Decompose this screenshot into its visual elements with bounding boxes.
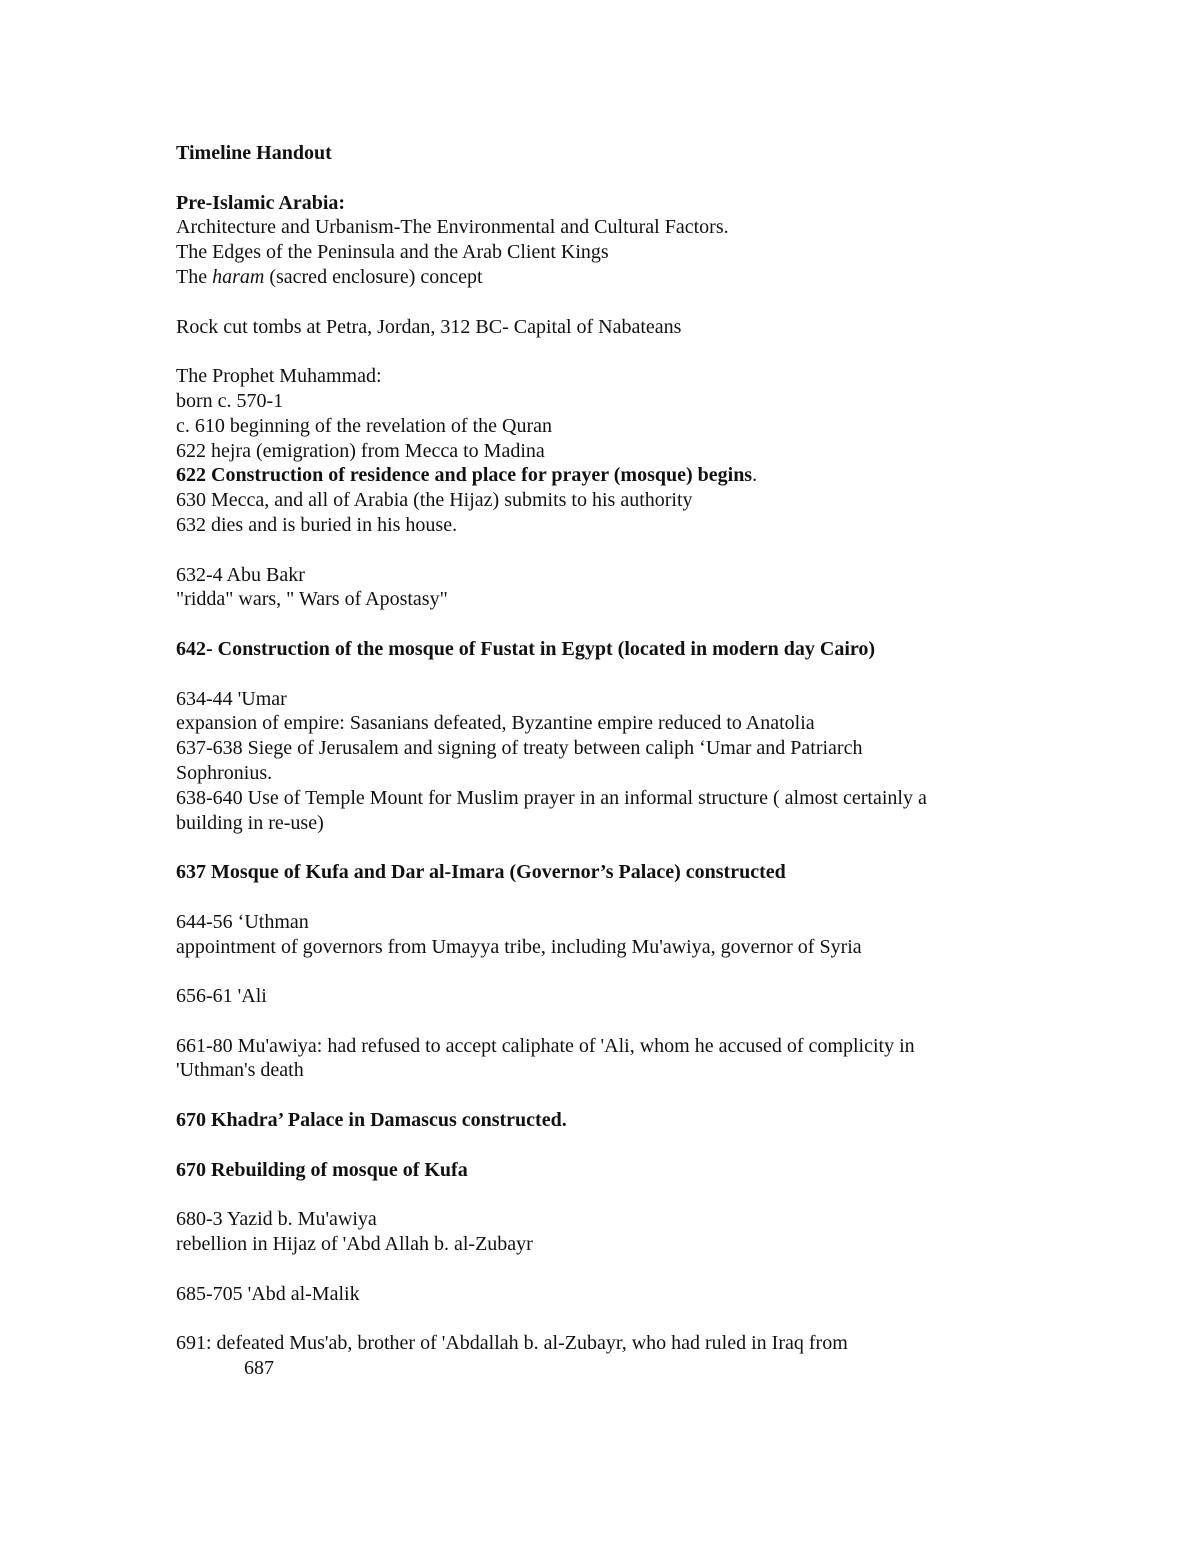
ali-entry: 656-61 'Ali xyxy=(176,985,267,1008)
uthman-entry: 644-56 ‘Uthman xyxy=(176,910,309,933)
spacer xyxy=(176,1182,1016,1207)
umar-sophronius: Sophronius. xyxy=(176,761,273,784)
spacer xyxy=(176,290,1016,315)
muawiya-entry-cont: 'Uthman's death xyxy=(176,1059,304,1082)
spacer xyxy=(176,1133,1016,1158)
musab-entry-cont: 687 xyxy=(244,1357,274,1380)
spacer xyxy=(176,339,1016,364)
pre-islamic-line-1: Architecture and Urbanism-The Environmental and Cultural Factors. xyxy=(176,216,729,239)
khadra-entry: 670 Khadra’ Palace in Damascus constructed. xyxy=(176,1109,567,1132)
prophet-item-mecca: 630 Mecca, and all of Arabia (the Hijaz) submits to his authority xyxy=(176,489,693,512)
haram-term: haram xyxy=(212,265,265,288)
spacer xyxy=(176,1009,1016,1034)
document-title: Timeline Handout xyxy=(176,142,332,164)
pre-islamic-line-3 xyxy=(176,265,1016,290)
pre-islamic-heading: Pre-Islamic Arabia: xyxy=(176,191,346,214)
spacer xyxy=(176,612,1016,637)
haram-suffix: (sacred enclosure) concept xyxy=(264,265,483,288)
yazid-rebellion: rebellion in Hijaz of 'Abd Allah b. al-Zubayr xyxy=(176,1233,533,1256)
construction-bold: 622 Construction of residence and place for prayer (mosque) begins xyxy=(176,464,753,487)
spacer xyxy=(176,835,1016,860)
fustat-entry: 642- Construction of the mosque of Fustat in Egypt (located in modern day Cairo) xyxy=(176,637,876,660)
spacer xyxy=(176,662,1016,687)
prophet-item-born: born c. 570-1 xyxy=(176,389,284,412)
ridda-wars-entry: "ridda" wars, " Wars of Apostasy" xyxy=(176,588,448,611)
prophet-item-dies: 632 dies and is buried in his house. xyxy=(176,513,458,536)
musab-entry: 691: defeated Mus'ab, brother of 'Abdallah b. al-Zubayr, who had ruled in Iraq from xyxy=(176,1332,848,1355)
umar-entry: 634-44 'Umar xyxy=(176,687,287,710)
spacer xyxy=(176,885,1016,910)
abu-bakr-entry: 632-4 Abu Bakr xyxy=(176,563,305,586)
muawiya-entry: 661-80 Mu'awiya: had refused to accept caliphate of 'Ali, whom he accused of complicity in xyxy=(176,1034,915,1057)
spacer xyxy=(176,959,1016,984)
spacer xyxy=(176,1257,1016,1282)
yazid-entry: 680-3 Yazid b. Mu'awiya xyxy=(176,1208,377,1231)
petra-entry: Rock cut tombs at Petra, Jordan, 312 BC- Capital of Nabateans xyxy=(176,315,682,338)
document-page xyxy=(176,141,1016,1381)
prophet-item-hejra: 622 hejra (emigration) from Mecca to Madina xyxy=(176,439,545,462)
prophet-item-revelation: c. 610 beginning of the revelation of the Quran xyxy=(176,414,552,437)
prophet-item-construction xyxy=(176,463,1016,488)
pre-islamic-line-2: The Edges of the Peninsula and the Arab Client Kings xyxy=(176,241,609,264)
spacer xyxy=(176,538,1016,563)
umar-expansion: expansion of empire: Sasanians defeated, Byzantine empire reduced to Anatolia xyxy=(176,712,815,735)
uthman-governors: appointment of governors from Umayya tribe, including Mu'awiya, governor of Syria xyxy=(176,935,862,958)
abd-al-malik-entry: 685-705 'Abd al-Malik xyxy=(176,1282,360,1305)
rebuilding-kufa-entry: 670 Rebuilding of mosque of Kufa xyxy=(176,1158,468,1181)
prophet-heading: The Prophet Muhammad: xyxy=(176,365,382,388)
umar-temple-mount: 638-640 Use of Temple Mount for Muslim prayer in an informal structure ( almost certainly a xyxy=(176,786,927,809)
kufa-entry: 637 Mosque of Kufa and Dar al-Imara (Governor’s Palace) constructed xyxy=(176,861,786,884)
haram-prefix: The xyxy=(176,265,213,288)
spacer xyxy=(176,1083,1016,1108)
spacer xyxy=(176,1306,1016,1331)
construction-period: . xyxy=(752,464,758,487)
umar-jerusalem: 637-638 Siege of Jerusalem and signing of treaty between caliph ‘Umar and Patriarch xyxy=(176,737,863,760)
spacer xyxy=(176,166,1016,191)
umar-reuse: building in re-use) xyxy=(176,811,324,834)
